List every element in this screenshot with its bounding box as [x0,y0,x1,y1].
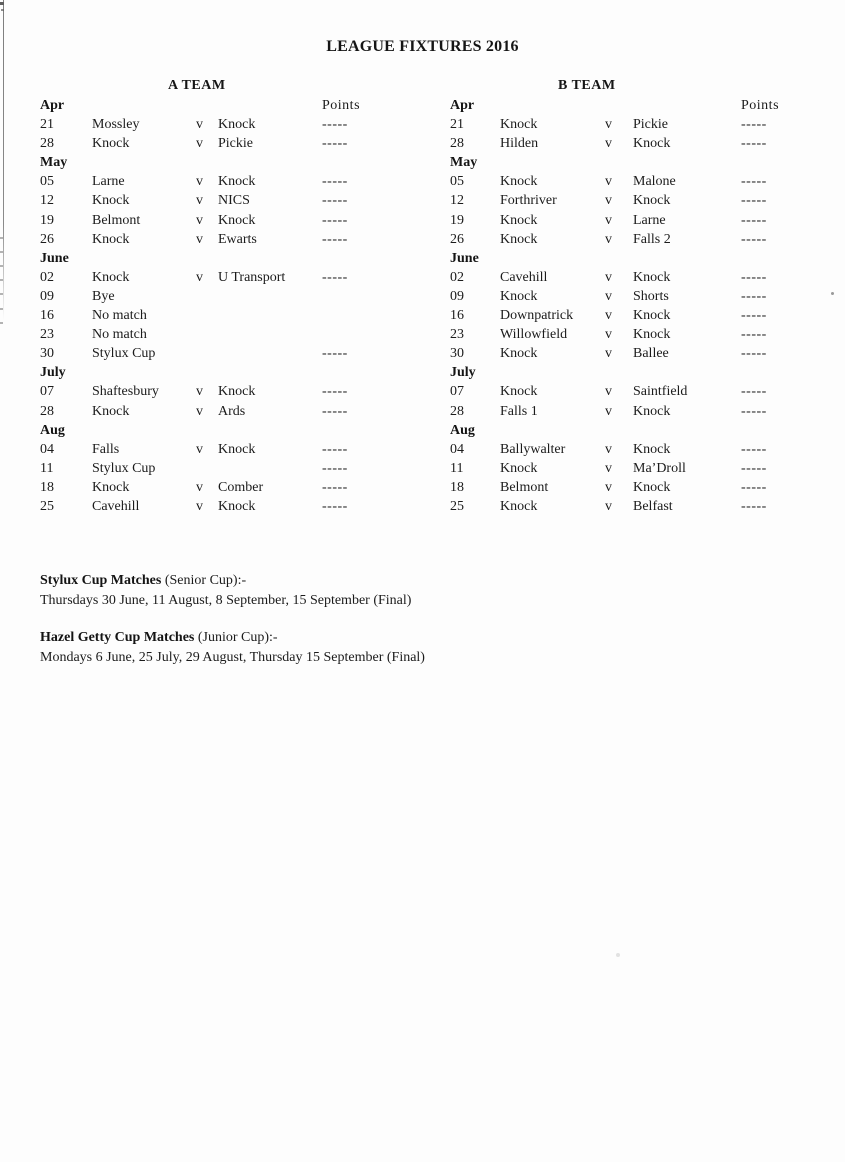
fixture-row [40,191,380,210]
a-team-fixtures-table [40,96,380,516]
date-cell: 02 [450,269,464,285]
empty-cell [218,421,322,440]
date-cell: 25 [40,498,54,514]
points-cell: ----- [741,231,767,247]
points-cell: ----- [322,441,348,457]
points-cell: ----- [322,136,348,152]
points-cell: ----- [322,193,348,209]
date-cell: 28 [450,136,464,152]
points-cell: ----- [741,288,767,304]
fixture-row [450,191,800,210]
fixture-row [450,478,800,497]
empty-cell [196,153,218,172]
month-label: July [40,365,66,381]
date-cell: 28 [40,136,54,152]
month-row [40,96,380,115]
date-cell: 21 [40,117,54,133]
month-label: Aug [450,422,475,438]
home-team-cell: Knock [500,346,538,362]
fixture-row [40,115,380,134]
month-row [450,363,800,382]
away-team-cell [218,344,322,363]
versus-cell [196,306,218,325]
home-team-cell: Falls [92,441,120,457]
date-cell: 25 [450,498,464,514]
empty-cell [92,249,196,268]
away-team-cell: Knock [633,136,671,152]
versus-cell: v [605,498,612,514]
fixture-row [40,287,380,306]
date-cell: 16 [450,308,464,324]
empty-cell [196,421,218,440]
date-cell: 11 [450,460,464,476]
versus-cell: v [605,327,612,343]
date-cell: 26 [40,231,54,247]
away-team-cell: Knock [633,193,671,209]
away-team-cell [218,325,322,344]
home-team-cell: No match [92,327,147,343]
home-team-cell: Knock [500,174,538,190]
points-cell: ----- [741,117,767,133]
date-cell: 12 [450,193,464,209]
scan-corner-speck [1,9,4,11]
points-cell: ----- [741,441,767,457]
empty-cell [605,363,633,382]
date-cell: 07 [40,384,54,400]
points-cell: ----- [322,479,348,495]
versus-cell: v [196,193,203,209]
stylux-cup-note-heading [40,571,425,591]
versus-cell: v [605,193,612,209]
points-cell: ----- [741,346,767,362]
away-team-cell: Knock [633,269,671,285]
versus-cell: v [605,308,612,324]
date-cell: 02 [40,269,54,285]
fixture-row [40,172,380,191]
empty-cell [633,153,741,172]
month-label: Apr [40,98,65,113]
points-cell: ----- [322,269,348,285]
versus-cell: v [605,174,612,190]
away-team-cell: Knock [633,308,671,324]
home-team-cell: Knock [92,403,130,419]
empty-cell [196,96,218,115]
fixture-row [40,344,380,363]
date-cell: 30 [450,346,464,362]
month-row [40,153,380,172]
note-detail: Thursdays 30 June, 11 August, 8 September, 15 September (Final) [40,592,412,608]
versus-cell [196,325,218,344]
away-team-cell [218,287,322,306]
empty-cell [92,421,196,440]
empty-cell [500,363,605,382]
away-team-cell: Ma’Droll [633,460,686,476]
fixture-row [450,325,800,344]
empty-cell [218,153,322,172]
fixture-row [40,402,380,421]
note-detail: Mondays 6 June, 25 July, 29 August, Thursday 15 September (Final) [40,649,425,665]
versus-cell: v [196,212,203,228]
home-team-cell: Cavehill [92,498,140,514]
points-header [322,363,380,382]
fixture-row [450,134,800,153]
points-cell: ----- [741,174,767,190]
versus-cell: v [605,441,612,457]
versus-cell: v [605,460,612,476]
month-row [450,249,800,268]
month-row [40,363,380,382]
home-team-cell: Belmont [500,479,549,495]
date-cell: 09 [40,288,54,304]
empty-cell [92,96,196,115]
home-team-cell: Shaftesbury [92,384,159,400]
versus-cell: v [605,136,612,152]
points-cell: ----- [741,136,767,152]
note-subtitle: (Senior Cup):- [161,573,247,588]
home-team-cell: Knock [92,231,130,247]
points-cell: ----- [322,498,348,514]
home-team-cell: Belmont [92,212,141,228]
empty-cell [218,249,322,268]
fixture-row [450,115,800,134]
home-team-cell: Forthriver [500,193,557,209]
fixture-row [40,268,380,287]
month-row [450,153,800,172]
away-team-cell: Knock [633,403,671,419]
empty-cell [500,153,605,172]
home-team-cell: Stylux Cup [92,346,156,362]
date-cell: 19 [40,212,54,228]
hazel-getty-cup-note [40,628,425,667]
date-cell: 11 [40,460,54,476]
home-team-cell: Knock [500,384,538,400]
month-label: June [450,250,479,266]
versus-cell [196,344,218,363]
home-team-cell: Knock [500,288,538,304]
away-team-cell: Ballee [633,346,669,362]
empty-cell [605,96,633,115]
scan-edge-tick [0,237,3,239]
away-team-cell: Knock [218,174,256,190]
points-header [741,153,799,172]
versus-cell: v [196,117,203,133]
b-team-fixtures-table [450,96,800,516]
away-team-cell: Knock [218,384,256,400]
fixture-row [450,459,800,478]
points-header [741,249,799,268]
home-team-cell: Knock [92,269,130,285]
points-cell: ----- [322,403,348,419]
points-cell: ----- [741,498,767,514]
versus-cell: v [605,117,612,133]
fixture-row [450,230,800,249]
scan-edge-tick [0,251,3,253]
scan-edge-line [3,0,4,320]
hazel-getty-cup-note-heading [40,628,425,648]
fixture-row [40,382,380,401]
away-team-cell: Malone [633,174,676,190]
home-team-cell: Knock [500,231,538,247]
versus-cell [196,287,218,306]
month-label: Aug [40,422,65,438]
points-cell: ----- [322,117,348,133]
date-cell: 18 [450,479,464,495]
home-team-cell: Knock [500,460,538,476]
versus-cell: v [605,403,612,419]
empty-cell [92,363,196,382]
away-team-cell: Knock [218,212,256,228]
versus-cell: v [605,384,612,400]
scan-edge-tick [0,308,3,310]
date-cell: 05 [450,174,464,190]
versus-cell: v [605,231,612,247]
away-team-cell: Pickie [218,136,253,152]
versus-cell [196,459,218,478]
stylux-cup-note [40,571,425,610]
cup-notes [40,571,425,667]
empty-cell [605,153,633,172]
away-team-cell: U Transport [218,269,286,285]
empty-cell [196,249,218,268]
home-team-cell: Knock [92,479,130,495]
away-team-cell: Shorts [633,288,669,304]
home-team-cell: Bye [92,288,115,304]
empty-cell [605,249,633,268]
month-row [40,249,380,268]
versus-cell: v [605,288,612,304]
fixture-row [40,440,380,459]
away-team-cell: Comber [218,479,264,495]
home-team-cell: Knock [92,193,130,209]
away-team-cell: Pickie [633,117,668,133]
points-cell [322,287,380,306]
versus-cell: v [605,269,612,285]
home-team-cell: Knock [500,212,538,228]
fixture-row [40,497,380,516]
away-team-cell: Belfast [633,498,673,514]
home-team-cell: Knock [500,498,538,514]
away-team-cell: Knock [633,441,671,457]
date-cell: 30 [40,346,54,362]
away-team-cell: Ewarts [218,231,257,247]
versus-cell: v [196,231,203,247]
home-team-cell: Stylux Cup [92,460,156,476]
empty-cell [633,249,741,268]
fixture-row [40,478,380,497]
fixture-row [40,306,380,325]
date-cell: 05 [40,174,54,190]
fixture-row [450,344,800,363]
points-cell: ----- [741,193,767,209]
date-cell: 04 [40,441,54,457]
empty-cell [500,96,605,115]
fixture-row [450,440,800,459]
fixture-row [40,230,380,249]
empty-cell [633,363,741,382]
away-team-cell [218,459,322,478]
points-cell [322,306,380,325]
month-label: May [40,155,68,171]
b-team-header: B TEAM [558,78,616,93]
date-cell: 23 [450,327,464,343]
fixture-row [450,172,800,191]
month-label: July [450,365,476,381]
away-team-cell: Knock [218,117,256,133]
note-title: Hazel Getty Cup Matches [40,630,195,645]
empty-cell [218,96,322,115]
empty-cell [633,96,741,115]
points-cell: ----- [741,479,767,495]
scan-edge-tick [0,293,3,295]
points-header [322,421,380,440]
points-cell: ----- [741,384,767,400]
points-cell: ----- [741,327,767,343]
a-team-header: A TEAM [168,78,226,93]
home-team-cell: Falls 1 [500,403,538,419]
away-team-cell: Knock [218,441,256,457]
date-cell: 28 [450,403,464,419]
points-cell: ----- [741,212,767,228]
away-team-cell: Larne [633,212,666,228]
points-header [741,363,799,382]
home-team-cell: Willowfield [500,327,568,343]
points-header: Points [741,98,780,113]
scan-speck [616,953,620,957]
fixture-row [40,211,380,230]
fixture-row [40,134,380,153]
fixture-row [450,268,800,287]
fixture-row [40,459,380,478]
date-cell: 19 [450,212,464,228]
scan-speck [831,292,834,295]
note-title: Stylux Cup Matches [40,573,162,588]
fixture-row [450,382,800,401]
home-team-cell: Cavehill [500,269,548,285]
points-cell: ----- [741,308,767,324]
points-header [322,249,380,268]
versus-cell: v [196,403,203,419]
points-cell: ----- [741,269,767,285]
fixture-row [450,402,800,421]
points-cell: ----- [322,174,348,190]
home-team-cell: No match [92,308,147,324]
home-team-cell: Knock [92,136,130,152]
points-cell: ----- [741,403,767,419]
date-cell: 12 [40,193,54,209]
points-cell: ----- [322,212,348,228]
versus-cell: v [605,346,612,362]
home-team-cell: Hilden [500,136,539,152]
empty-cell [92,153,196,172]
month-label: Apr [450,98,475,113]
points-cell: ----- [741,460,767,476]
fixture-row [450,211,800,230]
scan-edge-tick [0,279,3,281]
empty-cell [218,363,322,382]
date-cell: 07 [450,384,464,400]
empty-cell [500,421,605,440]
month-row [40,421,380,440]
points-header [741,421,799,440]
month-label: May [450,155,478,171]
home-team-cell: Knock [500,117,538,133]
points-header [322,153,380,172]
scan-edge-tick [0,265,3,267]
versus-cell: v [196,479,203,495]
away-team-cell: Knock [633,479,671,495]
date-cell: 18 [40,479,54,495]
date-cell: 26 [450,231,464,247]
month-row [450,421,800,440]
points-cell: ----- [322,460,348,476]
home-team-cell: Ballywalter [500,441,566,457]
away-team-cell: Falls 2 [633,231,671,247]
note-subtitle: (Junior Cup):- [194,630,278,645]
versus-cell: v [196,441,203,457]
points-cell: ----- [322,384,348,400]
fixture-row [450,287,800,306]
versus-cell: v [196,174,203,190]
empty-cell [500,249,605,268]
versus-cell: v [605,479,612,495]
points-cell: ----- [322,231,348,247]
empty-cell [633,421,741,440]
versus-cell: v [196,384,203,400]
away-team-cell: Saintfield [633,384,688,400]
versus-cell: v [196,269,203,285]
home-team-cell: Mossley [92,117,140,133]
versus-cell: v [196,498,203,514]
scan-corner-speck [0,2,4,5]
points-cell [322,325,380,344]
points-cell: ----- [322,346,348,362]
away-team-cell: Knock [633,327,671,343]
date-cell: 28 [40,403,54,419]
date-cell: 21 [450,117,464,133]
away-team-cell: Ards [218,403,246,419]
date-cell: 04 [450,441,464,457]
month-label: June [40,250,69,266]
points-header: Points [322,98,361,113]
fixture-row [40,325,380,344]
date-cell: 23 [40,327,54,343]
fixture-row [450,306,800,325]
versus-cell: v [196,136,203,152]
fixture-row [450,497,800,516]
page-title: LEAGUE FIXTURES 2016 [326,38,519,55]
home-team-cell: Larne [92,174,125,190]
versus-cell: v [605,212,612,228]
date-cell: 16 [40,308,54,324]
date-cell: 09 [450,288,464,304]
empty-cell [605,421,633,440]
away-team-cell: Knock [218,498,256,514]
empty-cell [196,363,218,382]
home-team-cell: Downpatrick [500,308,574,324]
scan-edge-tick [0,322,3,324]
away-team-cell: NICS [218,193,250,209]
month-row [450,96,800,115]
away-team-cell [218,306,322,325]
